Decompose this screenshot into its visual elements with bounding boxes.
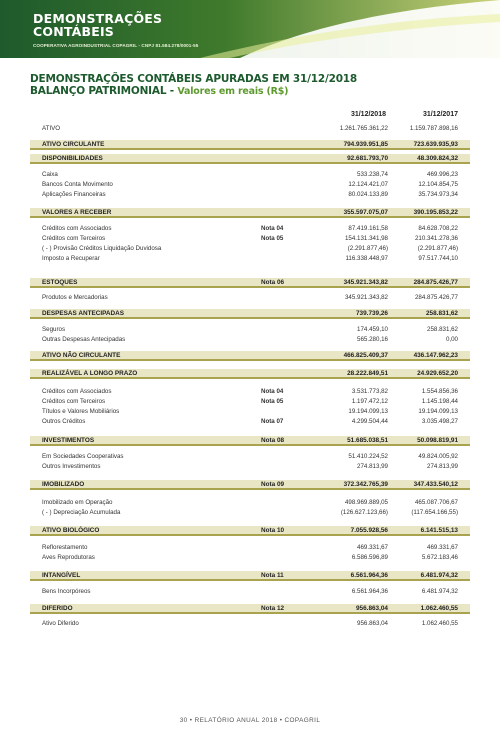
- value-2018: 565.280,16: [357, 336, 388, 343]
- row-label: ATIVO BIOLÓGICO: [42, 527, 100, 534]
- value-2017: 465.087.706,67: [414, 499, 458, 506]
- row-label: Bens Incorpóreos: [42, 588, 91, 595]
- value-2018: 469.331,67: [357, 544, 388, 551]
- banner-title-line2: CONTÁBEIS: [33, 24, 115, 39]
- row-note: Nota 05: [261, 235, 284, 242]
- value-2017: 347.433.540,12: [413, 481, 458, 488]
- row-note: Nota 09: [261, 481, 285, 488]
- row-label: DIFERIDO: [42, 605, 73, 612]
- banner-subtitle: COOPERATIVA AGROINDUSTRIAL COPAGRIL - CNPJ 81.584.278/0001-55: [33, 43, 199, 48]
- line-item-row: [30, 543, 470, 552]
- value-2017: 436.147.962,23: [413, 352, 458, 359]
- value-2017: 19.194.099,13: [418, 408, 458, 415]
- section-row: [30, 154, 470, 164]
- row-label: ESTOQUES: [42, 279, 78, 286]
- row-label: Bancos Conta Movimento: [42, 181, 113, 188]
- value-2017: 6.141.515,13: [420, 527, 458, 534]
- row-label: Ativo Diferido: [42, 620, 79, 627]
- row-label: Produtos e Mercadorias: [42, 294, 108, 301]
- value-2017: 48.309.824,32: [417, 155, 458, 162]
- row-label: Créditos com Terceiros: [42, 398, 106, 405]
- value-2018: 116.338.448,97: [345, 255, 388, 262]
- row-label: ATIVO NÃO CIRCULANTE: [42, 352, 121, 359]
- value-2017: 0,00: [445, 336, 458, 343]
- row-label: Outros Investimentos: [42, 463, 101, 470]
- value-2018: 739.739,26: [356, 310, 388, 317]
- value-2017: 1.062.460,55: [421, 620, 458, 627]
- section-underline: [30, 444, 470, 446]
- row-note: Nota 11: [261, 572, 284, 579]
- document-title: DEMONSTRAÇÕES CONTÁBEIS APURADAS EM 31/12/2018: [30, 73, 358, 85]
- value-2018: 4.299.504,44: [351, 418, 388, 425]
- line-item-row: [30, 508, 470, 517]
- line-item-row: [30, 170, 470, 179]
- value-2018: 274.813,99: [357, 463, 388, 470]
- value-2018: 956.863,04: [357, 620, 388, 627]
- line-item-row: [30, 452, 470, 461]
- line-item-row: [30, 553, 470, 562]
- value-2018: 498.969.889,05: [344, 499, 388, 506]
- row-label: Em Sociedades Cooperativas: [42, 453, 124, 460]
- line-item-row: [30, 234, 470, 243]
- row-note: Nota 08: [261, 437, 285, 444]
- row-label: Créditos com Terceiros: [42, 235, 106, 242]
- value-2017: 1.145.198,44: [421, 398, 458, 405]
- column-header-2018: 31/12/2018: [350, 111, 386, 118]
- line-item-row: [30, 325, 470, 334]
- value-2018: (2.291.877,46): [347, 245, 388, 252]
- section-row: [30, 309, 470, 319]
- value-2018: 92.681.793,70: [347, 155, 388, 162]
- row-label: ( - ) Depreciação Acumulada: [42, 509, 121, 516]
- document-subtitle: [30, 85, 288, 97]
- value-2017: 35.734.973,34: [418, 191, 458, 198]
- value-2018: 1.261.765.361,22: [339, 125, 388, 132]
- line-item-row: [30, 335, 470, 344]
- value-2018: 345.921.343,82: [344, 294, 388, 301]
- section-row: [30, 351, 470, 361]
- section-row: [30, 571, 470, 581]
- value-2017: 50.098.819,91: [417, 437, 458, 444]
- line-item-row: [30, 462, 470, 471]
- section-row: [30, 436, 470, 446]
- row-label: Créditos com Associados: [42, 225, 112, 232]
- value-2017: (117.654.166,55): [411, 509, 458, 516]
- section-underline: [30, 488, 470, 490]
- row-label: INTANGÍVEL: [42, 572, 81, 579]
- value-2017: 274.813,99: [427, 463, 458, 470]
- line-item-row: [30, 180, 470, 189]
- line-item-row: [30, 498, 470, 507]
- row-label: DESPESAS ANTECIPADAS: [42, 310, 125, 317]
- value-2017: 390.195.853,22: [413, 209, 458, 216]
- value-2017: 210.341.278,36: [414, 235, 458, 242]
- value-2018: (126.627.123,66): [340, 509, 388, 516]
- row-label: INVESTIMENTOS: [42, 437, 95, 444]
- section-row: [30, 208, 470, 218]
- section-underline: [30, 286, 470, 288]
- value-2017: 284.875.426,77: [414, 294, 458, 301]
- row-label: Outros Créditos: [42, 418, 86, 425]
- row-note: Nota 12: [261, 605, 285, 612]
- value-2018: 174.459,10: [357, 326, 388, 333]
- value-2018: 6.561.964,36: [350, 572, 388, 579]
- row-label: Outras Despesas Antecipadas: [42, 336, 126, 343]
- row-label: ATIVO: [42, 125, 61, 132]
- value-2018: 956.863,04: [356, 605, 388, 612]
- value-2018: 345.921.343,82: [343, 279, 388, 286]
- section-row: [30, 604, 470, 614]
- value-2017: 6.481.974,32: [420, 572, 458, 579]
- row-label: Títulos e Valores Mobiliários: [42, 408, 120, 415]
- row-label: Créditos com Associados: [42, 388, 112, 395]
- line-item-row: [30, 190, 470, 199]
- value-2018: 19.194.099,13: [348, 408, 388, 415]
- subtitle-main: BALANÇO PATRIMONIAL -: [30, 85, 178, 97]
- value-2018: 794.939.951,85: [343, 141, 388, 148]
- row-label: Aplicações Financeiras: [42, 191, 106, 198]
- value-2017: 49.824.005,92: [418, 453, 458, 460]
- line-item-row: [30, 224, 470, 233]
- value-2018: 466.825.409,37: [343, 352, 388, 359]
- value-2018: 1.197.472,12: [351, 398, 388, 405]
- value-2018: 7.055.928,56: [350, 527, 388, 534]
- value-2018: 80.024.133,89: [348, 191, 388, 198]
- value-2018: 3.531.773,82: [351, 388, 388, 395]
- value-2017: 258.831,62: [427, 326, 458, 333]
- row-label: ( - ) Provisão Créditos Liquidação Duvidosa: [42, 245, 162, 252]
- section-row: [30, 369, 470, 379]
- line-item-row: [30, 417, 470, 426]
- column-header-2017: 31/12/2017: [422, 111, 458, 118]
- row-label: IMOBILIZADO: [42, 481, 85, 488]
- value-2018: 6.561.964,36: [351, 588, 388, 595]
- line-item-row: [30, 397, 470, 406]
- row-label: DISPONIBILIDADES: [42, 155, 103, 162]
- value-2018: 533.238,74: [357, 171, 388, 178]
- page-footer: 30 • RELATÓRIO ANUAL 2018 • COPAGRIL: [179, 717, 321, 724]
- value-2017: 469.996,23: [427, 171, 458, 178]
- row-label: Imobilizado em Operação: [42, 499, 113, 506]
- line-item-row: [30, 407, 470, 416]
- value-2018: 87.419.161,58: [348, 225, 388, 232]
- row-label: Seguros: [42, 326, 66, 333]
- value-2017: 5.672.183,46: [421, 554, 458, 561]
- line-item-row: [30, 124, 470, 133]
- line-item-row: [30, 387, 470, 396]
- section-row: [30, 278, 470, 288]
- row-note: Nota 04: [261, 225, 284, 232]
- row-note: Nota 10: [261, 527, 285, 534]
- value-2017: 12.104.854,75: [418, 181, 458, 188]
- row-label: VALORES A RECEBER: [42, 209, 112, 216]
- banner-title: [33, 12, 162, 38]
- value-2018: 51.410.224,52: [348, 453, 388, 460]
- row-label: Imposto a Recuperar: [42, 255, 100, 262]
- section-row: [30, 140, 470, 150]
- line-item-row: [30, 293, 470, 302]
- section-row: [30, 480, 470, 490]
- row-label: ATIVO CIRCULANTE: [42, 141, 105, 148]
- value-2017: 1.062.460,55: [420, 605, 458, 612]
- line-item-row: [30, 244, 470, 253]
- line-item-row: [30, 254, 470, 263]
- value-2018: 12.124.421,07: [348, 181, 388, 188]
- value-2017: 258.831,62: [426, 310, 458, 317]
- value-2018: 355.597.075,07: [343, 209, 388, 216]
- section-underline: [30, 579, 470, 581]
- value-2017: 24.929.652,20: [417, 370, 458, 377]
- row-note: Nota 07: [261, 418, 284, 425]
- header-banner: [0, 0, 500, 58]
- value-2017: 97.517.744,10: [418, 255, 458, 262]
- value-2017: 6.481.974,32: [421, 588, 458, 595]
- value-2018: 51.685.038,51: [347, 437, 388, 444]
- value-2018: 6.586.596,89: [351, 554, 388, 561]
- value-2017: 284.875.426,77: [413, 279, 458, 286]
- value-2018: 28.222.849,51: [347, 370, 388, 377]
- section-underline: [30, 612, 470, 614]
- value-2017: 1.554.856,36: [421, 388, 458, 395]
- value-2017: 3.035.498,27: [421, 418, 458, 425]
- value-2018: 154.131.341,98: [344, 235, 388, 242]
- value-2017: (2.291.877,46): [417, 245, 458, 252]
- value-2017: 1.159.787.898,16: [409, 125, 458, 132]
- line-item-row: [30, 619, 470, 628]
- row-label: Reflorestamento: [42, 544, 88, 551]
- section-row: [30, 526, 470, 536]
- row-note: Nota 06: [261, 279, 285, 286]
- value-2017: 469.331,67: [427, 544, 458, 551]
- value-2017: 723.639.935,93: [413, 141, 458, 148]
- row-label: REALIZÁVEL A LONGO PRAZO: [42, 370, 138, 377]
- subtitle-unit: Valores em reais (R$): [177, 86, 289, 97]
- value-2017: 84.628.708,22: [418, 225, 458, 232]
- row-label: Caixa: [42, 171, 58, 178]
- row-label: Aves Reprodutoras: [42, 554, 95, 561]
- row-note: Nota 05: [261, 398, 284, 405]
- banner-title-line1: DEMONSTRAÇÕES: [33, 11, 163, 26]
- row-note: Nota 04: [261, 388, 284, 395]
- line-item-row: [30, 587, 470, 596]
- value-2018: 372.342.765,39: [343, 481, 388, 488]
